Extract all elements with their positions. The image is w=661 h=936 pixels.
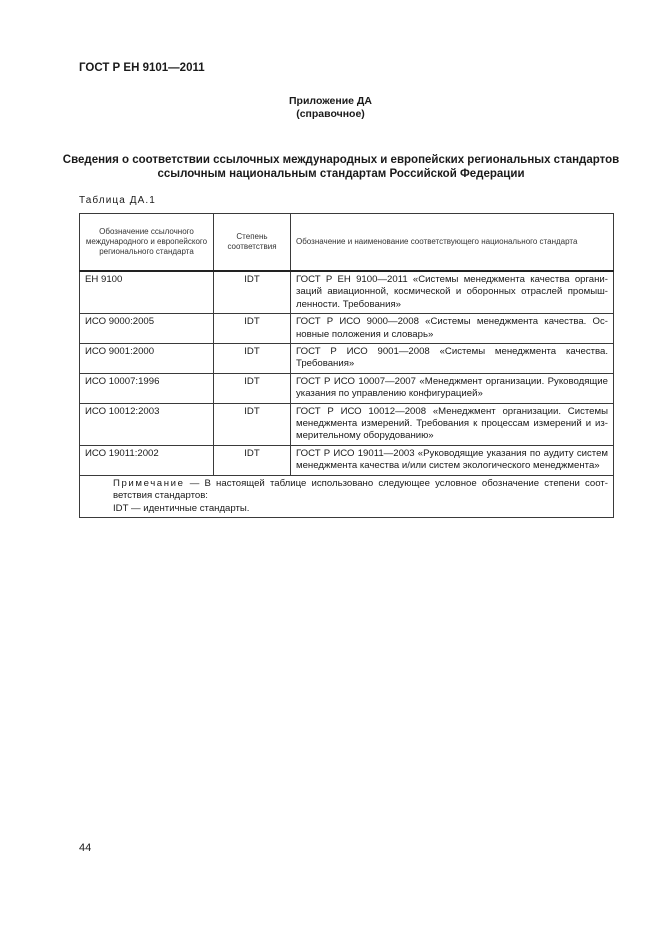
table-note: [80, 475, 614, 517]
cell-degree: IDT: [214, 314, 291, 344]
annex-kind: (справочное): [296, 108, 365, 120]
annex-title: Приложение ДА: [289, 95, 372, 107]
table-row: [80, 344, 614, 374]
cell-reference: ИСО 9000:2005: [80, 314, 214, 344]
table-caption: Таблица ДА.1: [79, 195, 156, 206]
cell-national: ГОСТ Р ИСО 9000—2008 «Системы менеджмента качества. Основные положения и словарь»: [291, 314, 614, 344]
note-code-line: IDT — идентичные стандарты.: [113, 502, 250, 514]
table-row: [80, 403, 614, 445]
cell-reference: ИСО 9001:2000: [80, 344, 214, 374]
cell-degree: IDT: [214, 373, 291, 403]
table-row: [80, 445, 614, 475]
note-body: [85, 478, 608, 503]
correspondence-table: [79, 213, 614, 518]
annex-header: [0, 95, 661, 121]
cell-national: ГОСТ Р ИСО 10007—2007 «Менеджмент организации. Руководящие указания по управлению конфигурацией»: [291, 373, 614, 403]
note-text: — В настоящей таблице использовано следующее условное обозначение степени соответствия стандартов:: [113, 477, 608, 502]
table-row: [80, 271, 614, 314]
cell-degree: IDT: [214, 445, 291, 475]
note-label: Примечание: [113, 477, 185, 489]
section-heading: [60, 153, 622, 181]
page-number: 44: [79, 842, 92, 854]
heading-line-1: Сведения о соответствии ссылочных международных и европейских региональных стандартов: [62, 154, 620, 166]
cell-national: ГОСТ Р ИСО 19011—2003 «Руководящие указания по аудиту систем менеджмента качества и/или систем экологического менеджмента»: [291, 445, 614, 475]
cell-national: ГОСТ Р ИСО 9001—2008 «Системы менеджмента качества. Требования»: [291, 344, 614, 374]
table-note-row: [80, 475, 614, 517]
cell-reference: ЕН 9100: [80, 271, 214, 314]
header-national-standard: Обозначение и наименование соответствующего национального стандарта: [291, 214, 614, 272]
cell-reference: ИСО 10012:2003: [80, 403, 214, 445]
cell-degree: IDT: [214, 344, 291, 374]
cell-national: ГОСТ Р ИСО 10012—2008 «Менеджмент организации. Системы менеджмента измерений. Требования к процессам измерений и измерительному оборудованию»: [291, 403, 614, 445]
cell-reference: ИСО 19011:2002: [80, 445, 214, 475]
header-degree: Степень соответствия: [214, 214, 291, 272]
cell-degree: IDT: [214, 403, 291, 445]
cell-reference: ИСО 10007:1996: [80, 373, 214, 403]
cell-national: ГОСТ Р ЕН 9100—2011 «Системы менеджмента качества организаций авиационной, космической и оборонных отраслей промышленности. Требования»: [291, 271, 614, 314]
table-row: [80, 314, 614, 344]
table-row: [80, 373, 614, 403]
table-header-row: [80, 214, 614, 272]
document-code: ГОСТ Р ЕН 9101—2011: [79, 62, 205, 74]
cell-degree: IDT: [214, 271, 291, 314]
heading-line-2: ссылочным национальным стандартам Российской Федерации: [157, 168, 525, 180]
header-reference-standard: Обозначение ссылочного международного и европейского регионального стандарта: [80, 214, 214, 272]
